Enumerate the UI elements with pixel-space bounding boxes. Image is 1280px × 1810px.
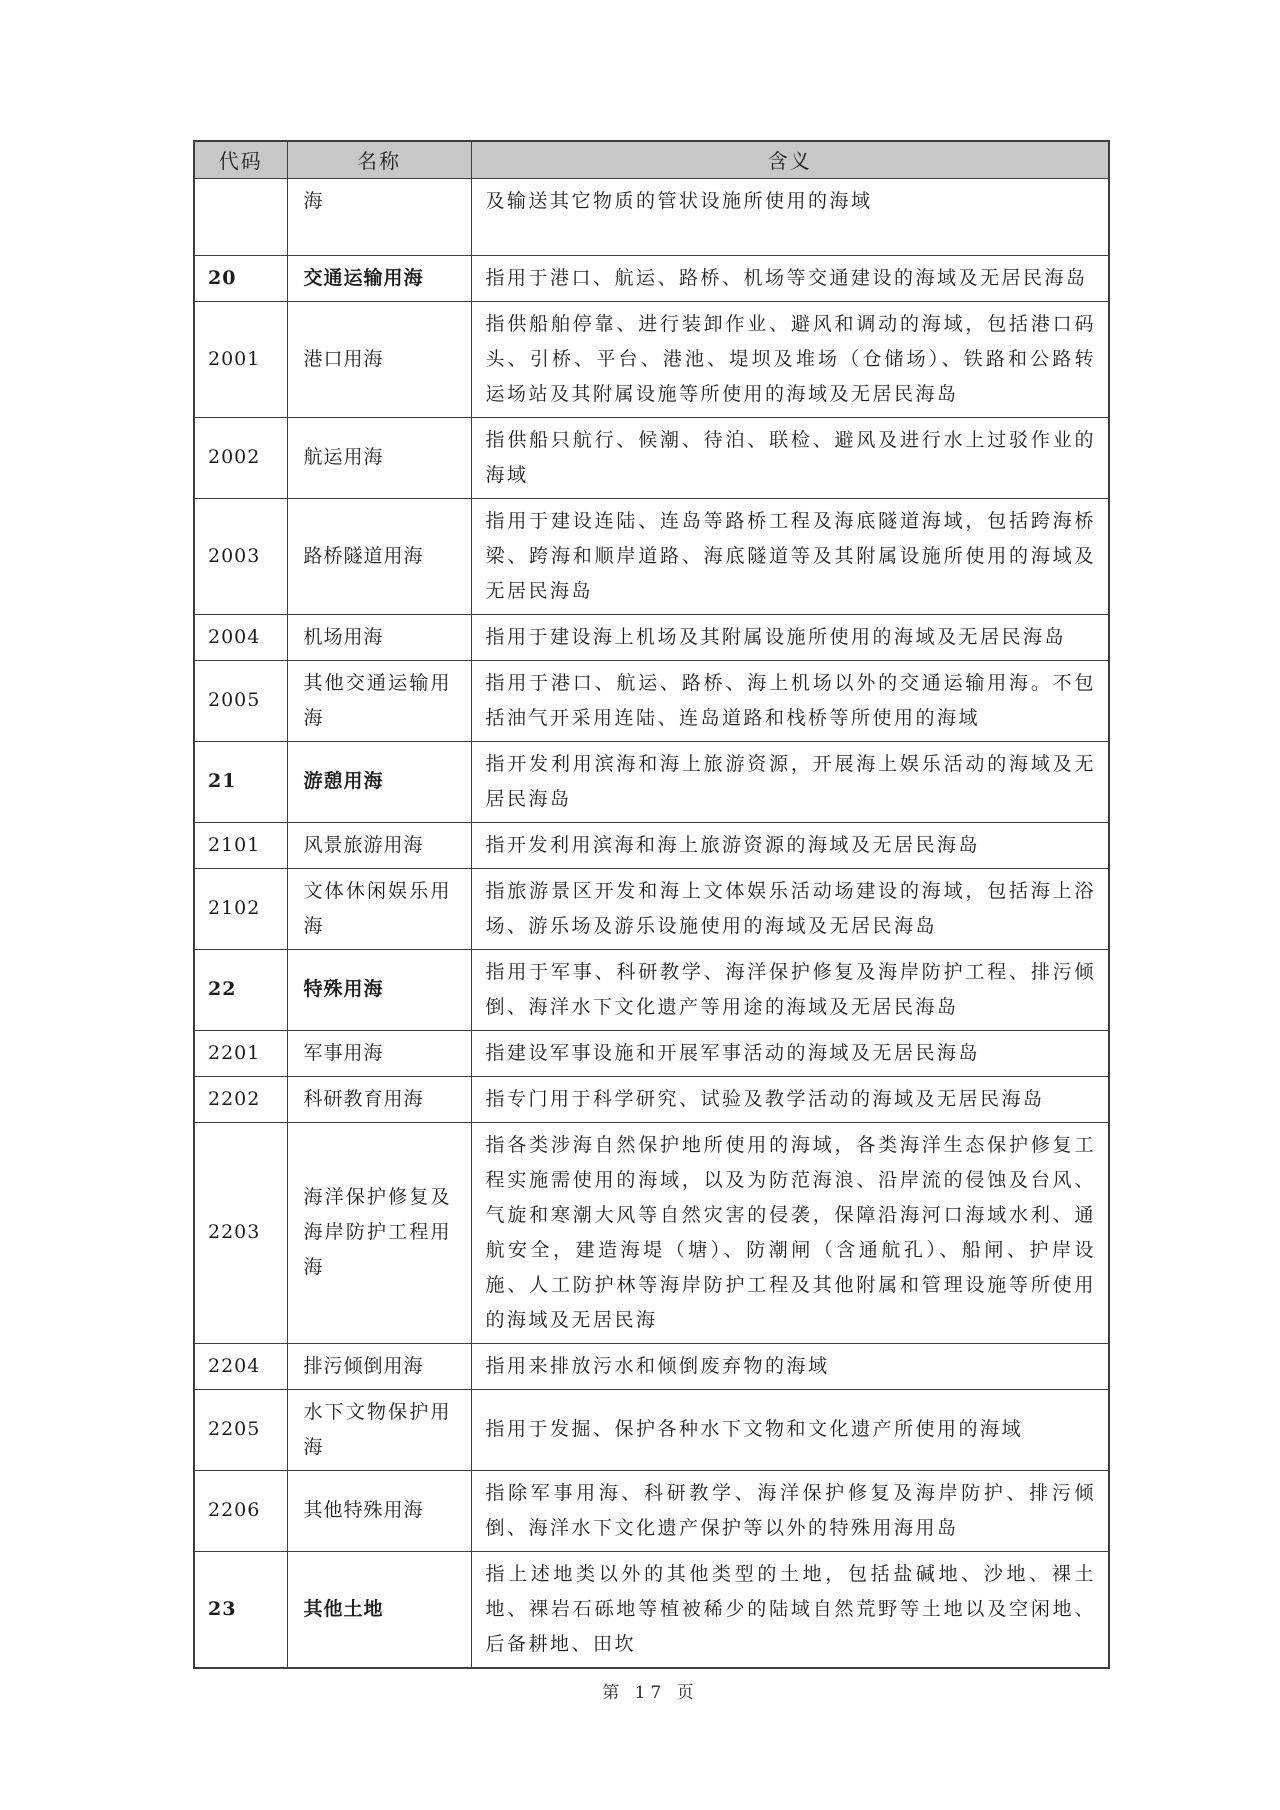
name-cell: 海 — [287, 178, 471, 255]
page-number: 第 17 页 — [602, 1683, 699, 1703]
name-cell: 海洋保护修复及海岸防护工程用海 — [287, 1122, 471, 1343]
name-cell: 机场用海 — [287, 614, 471, 660]
classification-table — [193, 140, 1110, 1669]
name-cell: 风景旅游用海 — [287, 822, 471, 868]
name-cell: 其他交通运输用海 — [287, 660, 471, 741]
code-cell: 2001 — [194, 301, 287, 417]
name-cell: 排污倾倒用海 — [287, 1343, 471, 1389]
meaning-cell: 指用于港口、航运、路桥、机场等交通建设的海域及无居民海岛 — [471, 255, 1109, 301]
code-cell: 22 — [194, 949, 287, 1030]
code-cell: 2201 — [194, 1030, 287, 1076]
name-cell: 交通运输用海 — [287, 255, 471, 301]
meaning-cell: 指上述地类以外的其他类型的土地，包括盐碱地、沙地、裸土地、裸岩石砾地等植被稀少的陆域自然荒野等土地以及空闲地、后备耕地、田坎 — [471, 1551, 1109, 1668]
table-header-row — [194, 141, 1109, 178]
table-row — [194, 255, 1109, 301]
table-row — [194, 614, 1109, 660]
header-cell-code: 代码 — [194, 141, 287, 178]
page-footer — [193, 1678, 1108, 1703]
table-row — [194, 949, 1109, 1030]
table-row — [194, 417, 1109, 498]
code-cell: 2002 — [194, 417, 287, 498]
meaning-cell: 指建设军事设施和开展军事活动的海域及无居民海岛 — [471, 1030, 1109, 1076]
name-cell: 水下文物保护用海 — [287, 1389, 471, 1470]
meaning-cell: 指开发利用滨海和海上旅游资源，开展海上娱乐活动的海域及无居民海岛 — [471, 741, 1109, 822]
code-cell: 2205 — [194, 1389, 287, 1470]
table-row — [194, 1389, 1109, 1470]
meaning-cell: 指专门用于科学研究、试验及教学活动的海域及无居民海岛 — [471, 1076, 1109, 1122]
name-cell: 路桥隧道用海 — [287, 498, 471, 614]
code-cell: 2102 — [194, 868, 287, 949]
code-cell: 2004 — [194, 614, 287, 660]
code-cell: 2206 — [194, 1470, 287, 1551]
table-row — [194, 301, 1109, 417]
code-cell: 23 — [194, 1551, 287, 1668]
table-row — [194, 1122, 1109, 1343]
name-cell: 科研教育用海 — [287, 1076, 471, 1122]
table-row — [194, 741, 1109, 822]
name-cell: 游憩用海 — [287, 741, 471, 822]
table-row — [194, 1343, 1109, 1389]
table-row — [194, 1470, 1109, 1551]
meaning-cell: 指用于发掘、保护各种水下文物和文化遗产所使用的海域 — [471, 1389, 1109, 1470]
name-cell: 航运用海 — [287, 417, 471, 498]
code-cell: 2202 — [194, 1076, 287, 1122]
table-row — [194, 868, 1109, 949]
table-row — [194, 822, 1109, 868]
table-row — [194, 1030, 1109, 1076]
meaning-cell: 及输送其它物质的管状设施所使用的海域 — [471, 178, 1109, 255]
meaning-cell: 指旅游景区开发和海上文体娱乐活动场建设的海域，包括海上浴场、游乐场及游乐设施使用的海域及无居民海岛 — [471, 868, 1109, 949]
name-cell: 其他土地 — [287, 1551, 471, 1668]
meaning-cell: 指除军事用海、科研教学、海洋保护修复及海岸防护、排污倾倒、海洋水下文化遗产保护等以外的特殊用海用岛 — [471, 1470, 1109, 1551]
name-cell: 港口用海 — [287, 301, 471, 417]
meaning-cell: 指供船只航行、候潮、待泊、联检、避风及进行水上过驳作业的海域 — [471, 417, 1109, 498]
code-cell — [194, 178, 287, 255]
meaning-cell: 指用于港口、航运、路桥、海上机场以外的交通运输用海。不包括油气开采用连陆、连岛道路和栈桥等所使用的海域 — [471, 660, 1109, 741]
name-cell: 军事用海 — [287, 1030, 471, 1076]
meaning-cell: 指用于建设海上机场及其附属设施所使用的海域及无居民海岛 — [471, 614, 1109, 660]
name-cell: 特殊用海 — [287, 949, 471, 1030]
code-cell: 2101 — [194, 822, 287, 868]
header-cell-meaning: 含义 — [471, 141, 1109, 178]
meaning-cell: 指开发利用滨海和海上旅游资源的海域及无居民海岛 — [471, 822, 1109, 868]
table-body — [194, 178, 1109, 1668]
code-cell: 2005 — [194, 660, 287, 741]
meaning-cell: 指用于军事、科研教学、海洋保护修复及海岸防护工程、排污倾倒、海洋水下文化遗产等用途的海域及无居民海岛 — [471, 949, 1109, 1030]
meaning-cell: 指用来排放污水和倾倒废弃物的海域 — [471, 1343, 1109, 1389]
table-row — [194, 660, 1109, 741]
name-cell: 文体休闲娱乐用海 — [287, 868, 471, 949]
table-row — [194, 498, 1109, 614]
code-cell: 2003 — [194, 498, 287, 614]
header-cell-name: 名称 — [287, 141, 471, 178]
code-cell: 2204 — [194, 1343, 287, 1389]
meaning-cell: 指各类涉海自然保护地所使用的海域，各类海洋生态保护修复工程实施需使用的海域，以及为防范海浪、沿岸流的侵蚀及台风、气旋和寒潮大风等自然灾害的侵袭，保障沿海河口海域水利、通航安全，建造海堤（塘）、防潮闸（含通航孔）、船闸、护岸设施、人工防护林等海岸防护工程及其他附属和管理设施等所使用的海域及无居民海 — [471, 1122, 1109, 1343]
table-row — [194, 1076, 1109, 1122]
code-cell: 20 — [194, 255, 287, 301]
name-cell: 其他特殊用海 — [287, 1470, 471, 1551]
table-row — [194, 178, 1109, 255]
meaning-cell: 指用于建设连陆、连岛等路桥工程及海底隧道海域，包括跨海桥梁、跨海和顺岸道路、海底隧道等及其附属设施所使用的海域及无居民海岛 — [471, 498, 1109, 614]
table-row — [194, 1551, 1109, 1668]
code-cell: 2203 — [194, 1122, 287, 1343]
code-cell: 21 — [194, 741, 287, 822]
meaning-cell: 指供船舶停靠、进行装卸作业、避风和调动的海域，包括港口码头、引桥、平台、港池、堤坝及堆场（仓储场）、铁路和公路转运场站及其附属设施等所使用的海域及无居民海岛 — [471, 301, 1109, 417]
